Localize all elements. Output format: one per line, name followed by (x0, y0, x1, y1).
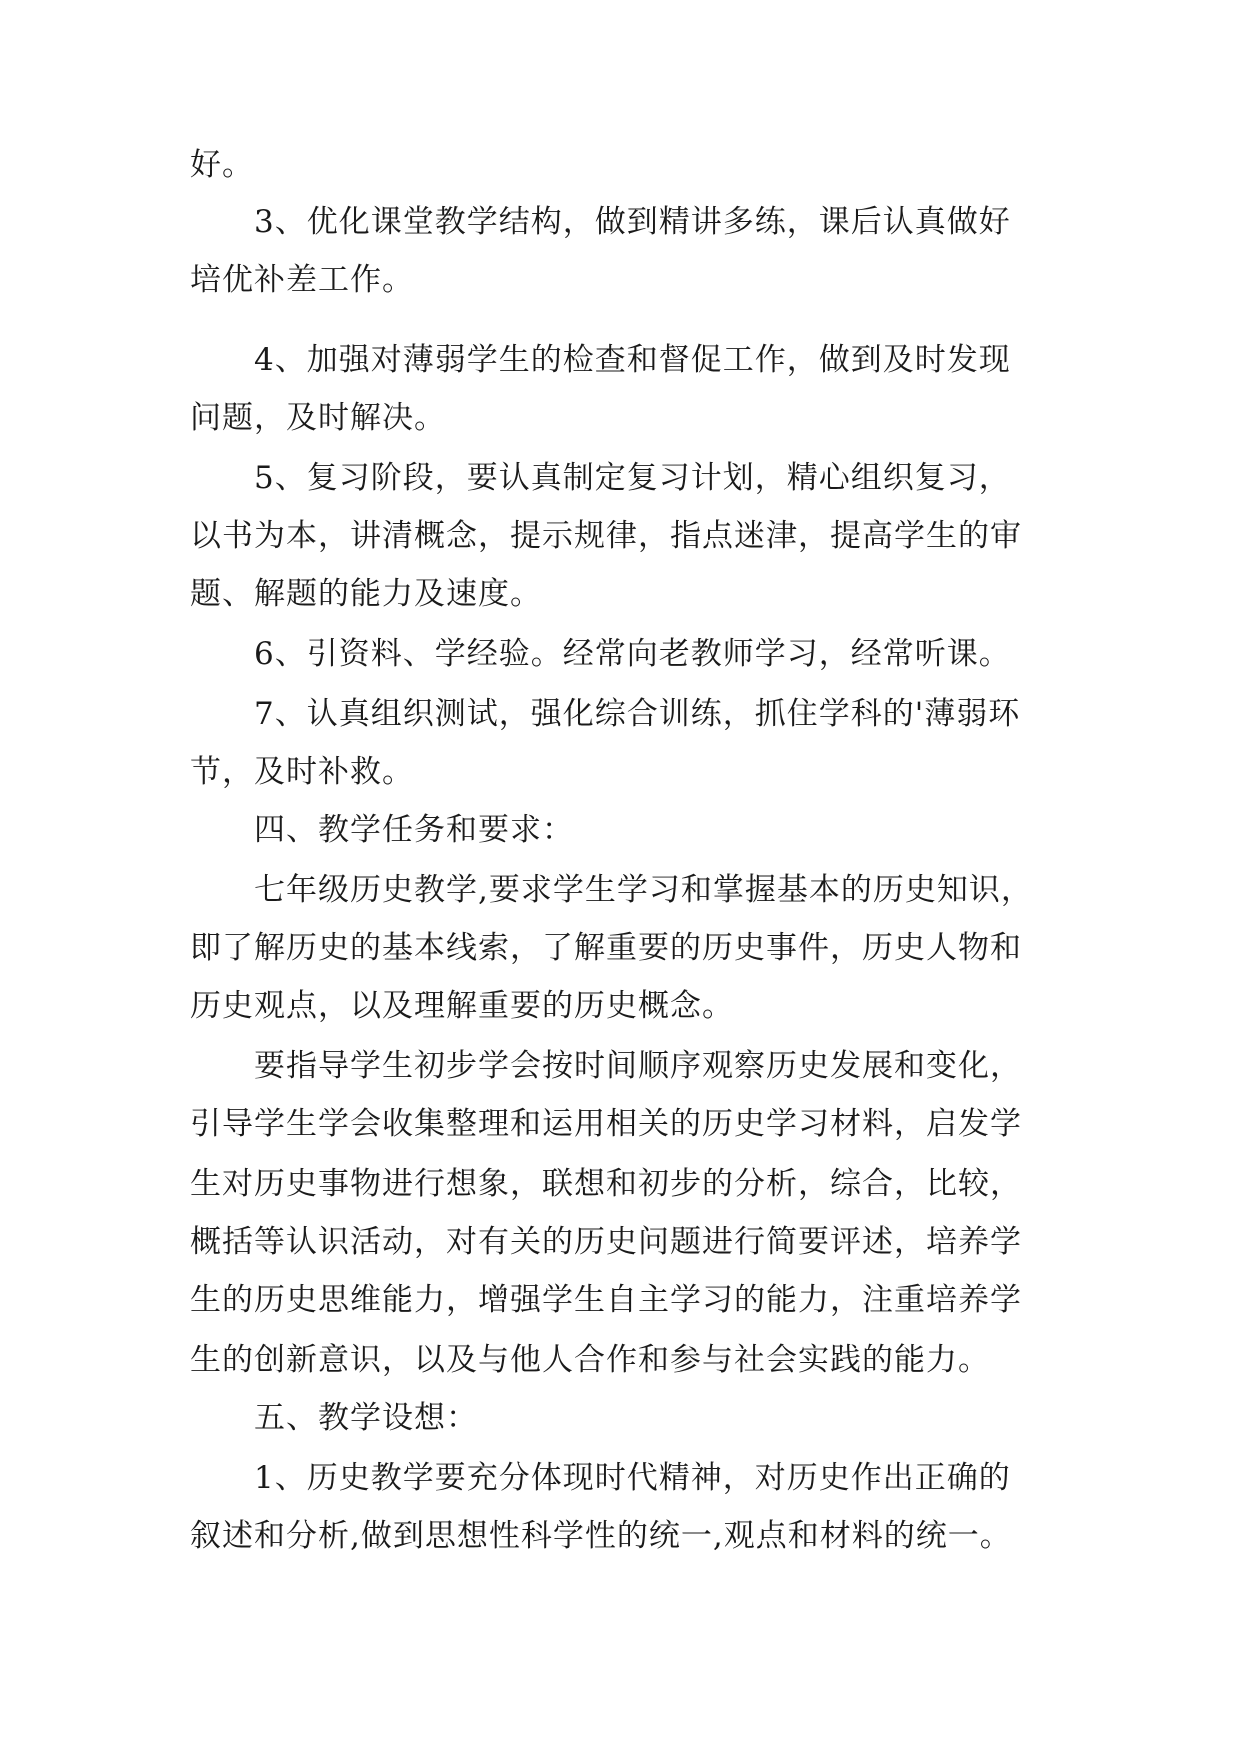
section-heading: 五、教学设想： (254, 1400, 478, 1436)
text-line: 概括等认识活动，对有关的历史问题进行简要评述，培养学 (190, 1224, 1022, 1260)
text-line: 引导学生学会收集整理和运用相关的历史学习材料，启发学 (190, 1106, 1022, 1142)
text-line: 节，及时补救。 (190, 754, 414, 790)
text-line: 以书为本，讲清概念，提示规律，指点迷津，提高学生的审 (190, 518, 1022, 554)
text-line: 6、引资料、学经验。经常向老教师学习，经常听课。 (254, 636, 1011, 672)
text-line: 3、优化课堂教学结构，做到精讲多练，课后认真做好 (254, 204, 1011, 240)
text-line: 生对历史事物进行想象，联想和初步的分析，综合，比较， (190, 1166, 1022, 1202)
text-line: 问题，及时解决。 (190, 400, 446, 436)
text-line: 七年级历史教学,要求学生学习和掌握基本的历史知识， (254, 872, 1033, 908)
text-line: 叙述和分析,做到思想性科学性的统一,观点和材料的统一。 (190, 1518, 1012, 1554)
text-line: 生的创新意识，以及与他人合作和参与社会实践的能力。 (190, 1342, 990, 1378)
text-line: 4、加强对薄弱学生的检查和督促工作，做到及时发现 (254, 342, 1011, 378)
text-line: 即了解历史的基本线索，了解重要的历史事件，历史人物和 (190, 930, 1022, 966)
text-line: 要指导学生初步学会按时间顺序观察历史发展和变化， (254, 1048, 1022, 1084)
text-line: 7、认真组织测试，强化综合训练，抓住学科的'薄弱环 (254, 696, 1021, 732)
text-line: 生的历史思维能力，增强学生自主学习的能力，注重培养学 (190, 1282, 1022, 1318)
text-line: 培优补差工作。 (190, 262, 414, 298)
section-heading: 四、教学任务和要求： (254, 812, 574, 848)
text-line: 1、历史教学要充分体现时代精神，对历史作出正确的 (254, 1460, 1011, 1496)
text-line: 题、解题的能力及速度。 (190, 576, 542, 612)
text-line: 好。 (190, 147, 254, 183)
text-line: 历史观点，以及理解重要的历史概念。 (190, 988, 734, 1024)
text-line: 5、复习阶段，要认真制定复习计划，精心组织复习， (254, 460, 1011, 496)
